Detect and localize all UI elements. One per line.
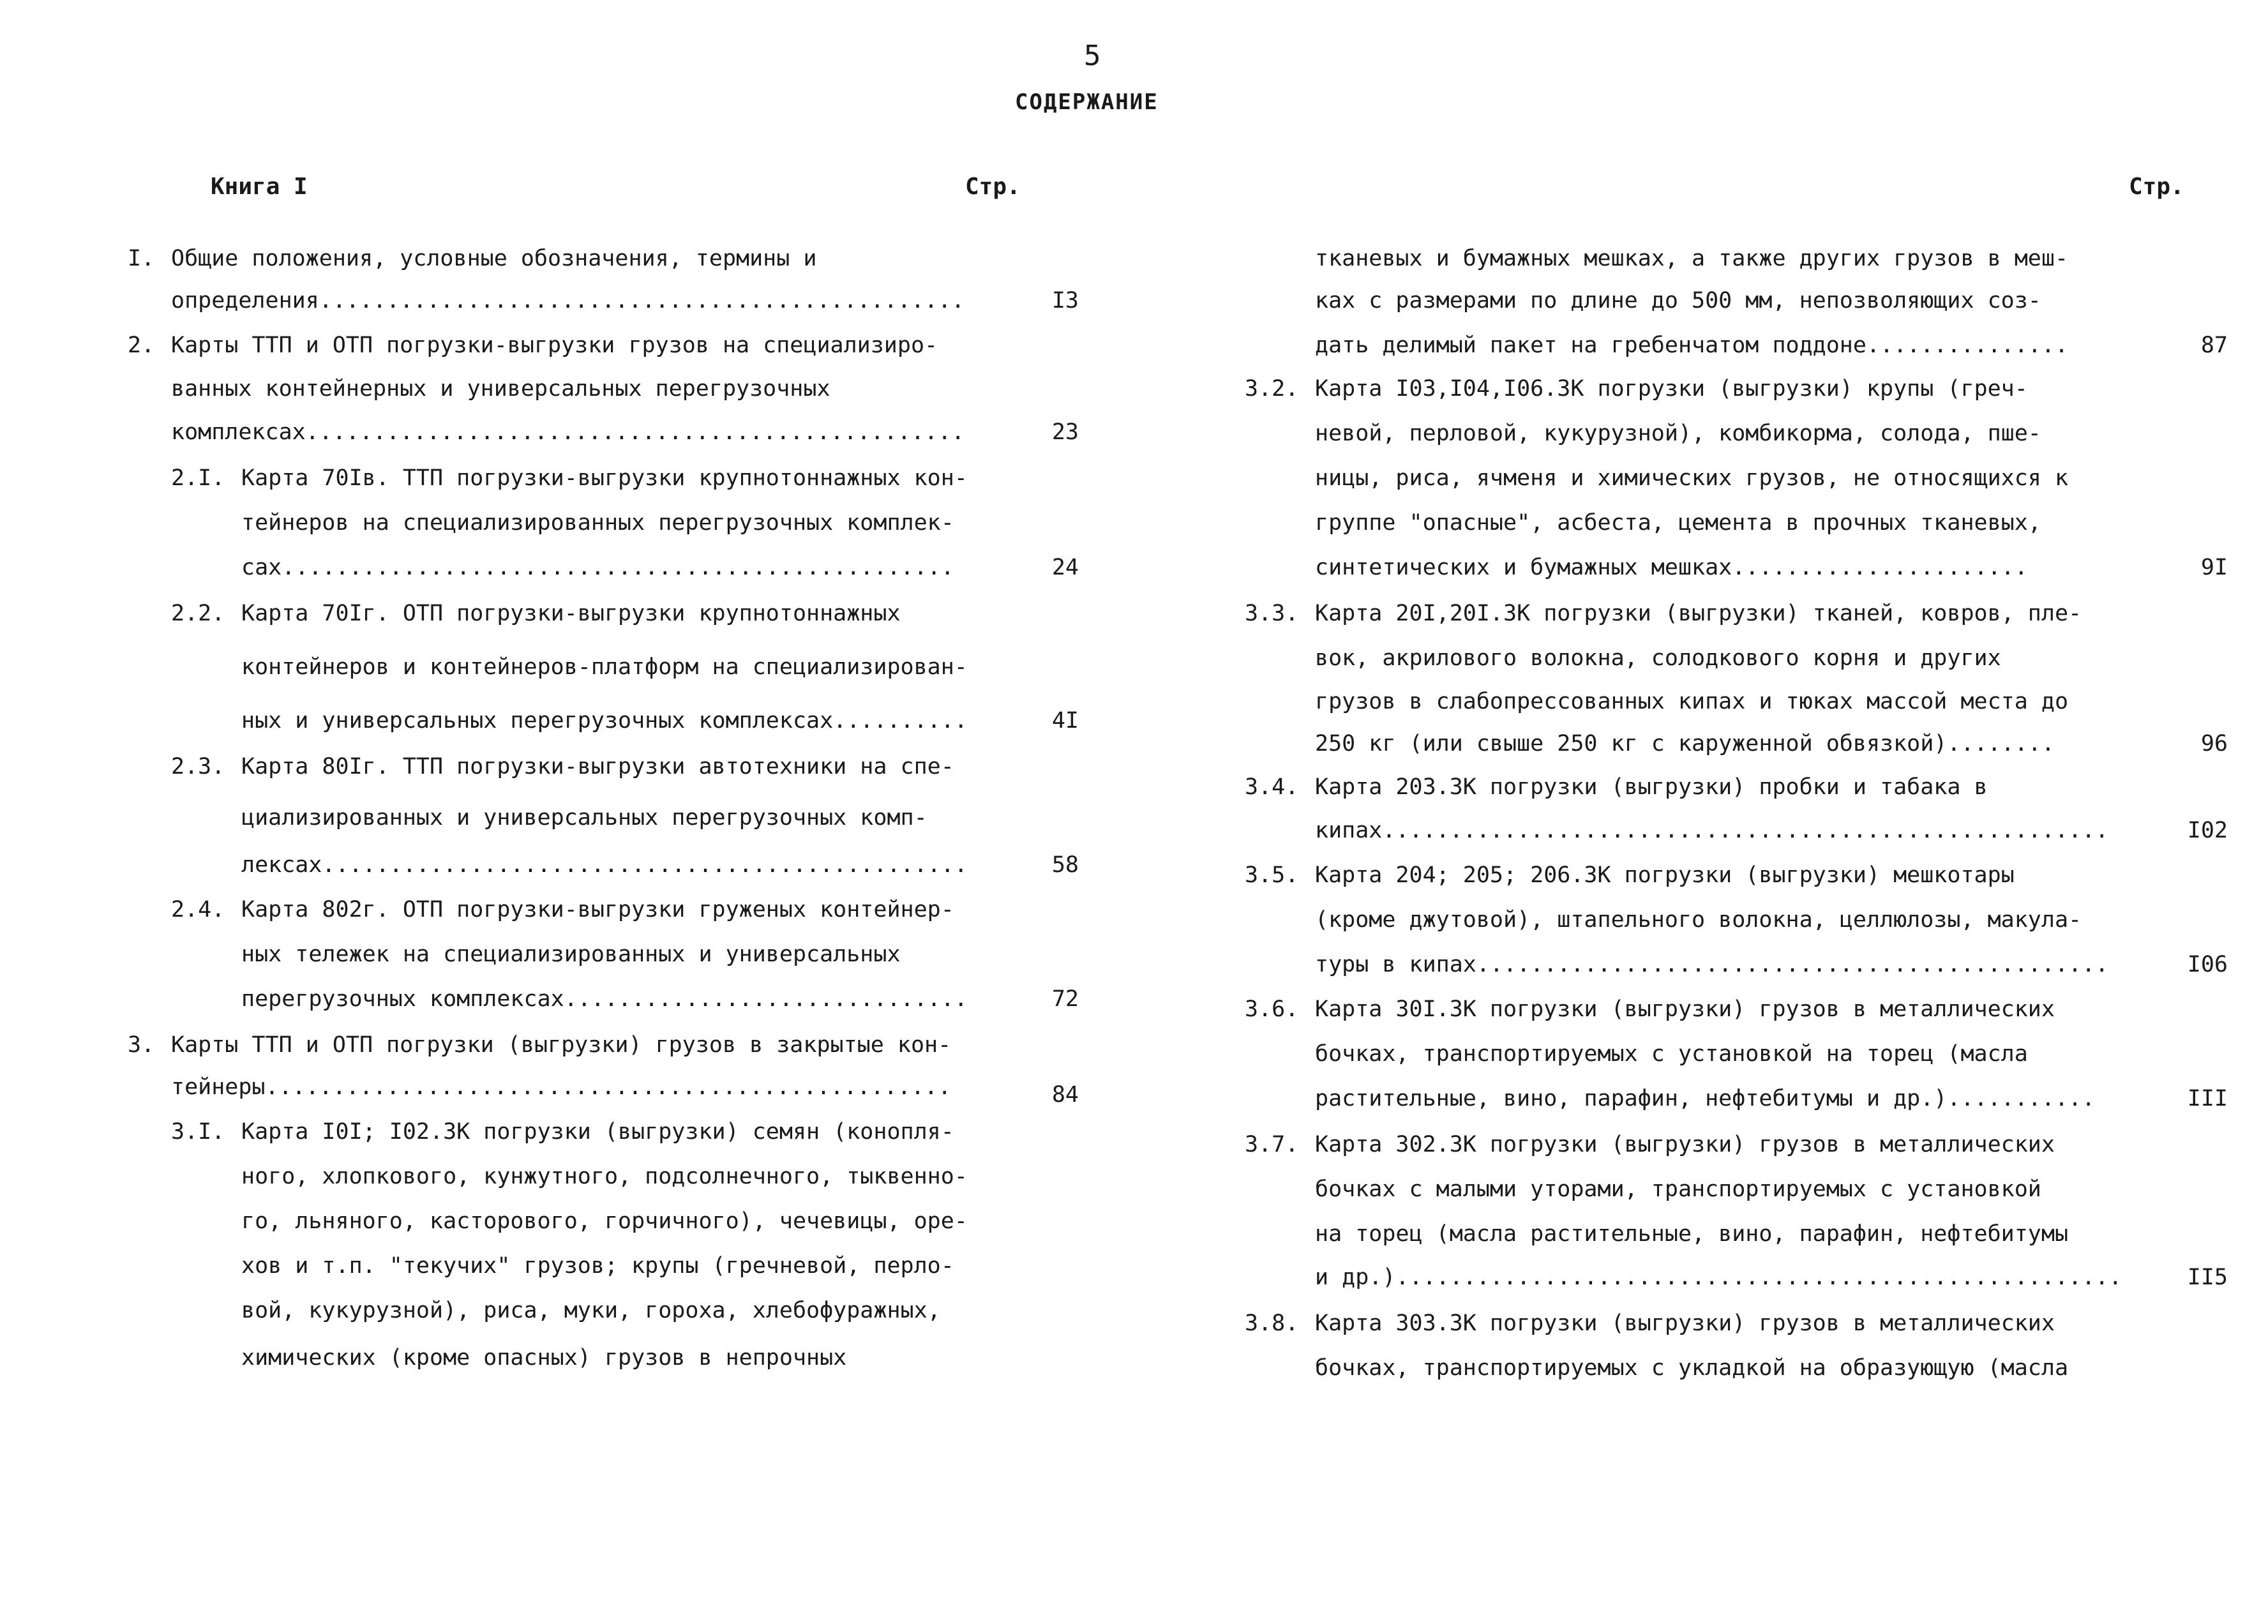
toc-entry-line: (кроме джутовой), штапельного волокна, целлюлозы, макула- bbox=[1315, 907, 2082, 933]
toc-entry-page: 9I bbox=[2200, 555, 2228, 580]
toc-entry-line: тканевых и бумажных мешках, а также других грузов в меш- bbox=[1315, 246, 2069, 271]
toc-entry-page: I06 bbox=[2187, 952, 2228, 977]
toc-entry-page: 84 bbox=[1051, 1082, 1079, 1108]
toc-entry-page: II5 bbox=[2187, 1265, 2228, 1290]
toc-entry-line: химических (кроме опасных) грузов в непрочных bbox=[241, 1345, 847, 1371]
toc-entry-number: 3.8. bbox=[1245, 1311, 1299, 1336]
toc-entry-line: бочках, транспортируемых с укладкой на образующую (масла bbox=[1315, 1355, 2069, 1381]
toc-entry-line: определения................................................ bbox=[171, 288, 965, 313]
toc-entry-line: Карты ТТП и ОТП погрузки-выгрузки грузов на специализиро- bbox=[171, 333, 938, 358]
toc-entry-number: I. bbox=[128, 246, 155, 271]
toc-entry-line: вок, акрилового волокна, солодкового корня и других bbox=[1315, 645, 2001, 671]
toc-entry-number: 2.2. bbox=[171, 601, 225, 626]
toc-entry-line: туры в кипах............................................... bbox=[1315, 952, 2109, 977]
toc-entry-page: I3 bbox=[1051, 288, 1079, 313]
toc-entry-line: хов и т.п. "текучих" грузов; крупы (гречневой, перло- bbox=[241, 1253, 954, 1279]
toc-entry-line: растительные, вино, парафин, нефтебитумы и др.)........... bbox=[1315, 1086, 2096, 1111]
toc-entry-line: Карта 302.ЗК погрузки (выгрузки) грузов в металлических bbox=[1315, 1132, 2055, 1157]
toc-entry-line: невой, перловой, кукурузной), комбикорма, солода, пше- bbox=[1315, 421, 2041, 446]
toc-entry-line: дать делимый пакет на гребенчатом поддоне............... bbox=[1315, 333, 2069, 358]
toc-entry-number: 2. bbox=[128, 333, 155, 358]
toc-entry-line: ницы, риса, ячменя и химических грузов, не относящихся к bbox=[1315, 465, 2069, 491]
toc-entry-line: ванных контейнерных и универсальных перегрузочных bbox=[171, 376, 830, 402]
toc-entry-page: 87 bbox=[2200, 333, 2228, 358]
book-label: Книга I bbox=[211, 174, 308, 200]
toc-entry-line: контейнеров и контейнеров-платформ на специализирован- bbox=[241, 654, 968, 680]
toc-entry-line: Карта 203.ЗК погрузки (выгрузки) пробки и табака в bbox=[1315, 774, 1988, 800]
toc-entry-line: на торец (масла растительные, вино, парафин, нефтебитумы bbox=[1315, 1221, 2069, 1247]
toc-entry-page: 23 bbox=[1051, 419, 1079, 445]
toc-entry-line: ного, хлопкового, кунжутного, подсолнечного, тыквенно- bbox=[241, 1164, 968, 1189]
toc-entry-number: 3.I. bbox=[171, 1119, 225, 1145]
toc-entry-number: 2.3. bbox=[171, 754, 225, 779]
left-page-column-label: Стр. bbox=[965, 174, 1021, 200]
toc-entry-line: Карта 20I,20I.ЗК погрузки (выгрузки) тканей, ковров, пле- bbox=[1315, 601, 2082, 626]
toc-entry-line: кипах...................................................... bbox=[1315, 818, 2109, 843]
toc-entry-line: бочках с малыми уторами, транспортируемых с установкой bbox=[1315, 1177, 2041, 1202]
toc-entry-line: сах.................................................. bbox=[241, 555, 954, 580]
toc-entry-line: ных и универсальных перегрузочных комплексах.......... bbox=[241, 708, 968, 733]
toc-entry-line: Карта 204; 205; 206.ЗК погрузки (выгрузки) мешкотары bbox=[1315, 862, 2015, 888]
toc-entry-page: 4I bbox=[1051, 708, 1079, 733]
toc-entry-page: I02 bbox=[2187, 818, 2228, 843]
toc-entry-line: ных тележек на специализированных и универсальных bbox=[241, 942, 901, 967]
toc-entry-line: Карта 303.ЗК погрузки (выгрузки) грузов в металлических bbox=[1315, 1311, 2055, 1336]
toc-entry-page: 72 bbox=[1051, 986, 1079, 1012]
toc-entry-number: 3.2. bbox=[1245, 376, 1299, 402]
toc-entry-line: перегрузочных комплексах.............................. bbox=[241, 986, 968, 1012]
toc-entry-line: Карта 70Iв. ТТП погрузки-выгрузки крупнотоннажных кон- bbox=[241, 465, 968, 491]
toc-entry-page: 24 bbox=[1051, 555, 1079, 580]
toc-entry-number: 3.6. bbox=[1245, 996, 1299, 1022]
toc-entry-page: 58 bbox=[1051, 852, 1079, 878]
toc-entry-line: тейнеров на специализированных перегрузочных комплек- bbox=[241, 510, 954, 536]
toc-entry-line: Карта 70Iг. ОТП погрузки-выгрузки крупнотоннажных bbox=[241, 601, 901, 626]
toc-entry-line: вой, кукурузной), риса, муки, гороха, хлебофуражных, bbox=[241, 1298, 941, 1323]
toc-entry-line: ках с размерами по длине до 500 мм, непозволяющих соз- bbox=[1315, 288, 2041, 313]
toc-entry-line: бочках, транспортируемых с установкой на торец (масла bbox=[1315, 1041, 2028, 1067]
toc-entry-line: грузов в слабопрессованных кипах и тюках массой места до bbox=[1315, 689, 2069, 714]
toc-entry-line: комплексах................................................. bbox=[171, 419, 965, 445]
toc-entry-number: 3.3. bbox=[1245, 601, 1299, 626]
toc-entry-line: Карты ТТП и ОТП погрузки (выгрузки) грузов в закрытые кон- bbox=[171, 1032, 952, 1058]
toc-entry-line: Карта 80Iг. ТТП погрузки-выгрузки автотехники на спе- bbox=[241, 754, 954, 779]
toc-entry-number: 3. bbox=[128, 1032, 155, 1058]
page-number: 5 bbox=[1084, 40, 1101, 72]
toc-entry-number: 3.5. bbox=[1245, 862, 1299, 888]
toc-entry-page: III bbox=[2187, 1086, 2228, 1111]
toc-entry-number: 3.4. bbox=[1245, 774, 1299, 800]
toc-entry-line: циализированных и универсальных перегрузочных комп- bbox=[241, 805, 927, 831]
page-title: СОДЕРЖАНИЕ bbox=[1015, 89, 1159, 115]
toc-entry-page: 96 bbox=[2200, 731, 2228, 756]
right-page-column-label: Стр. bbox=[2129, 174, 2184, 200]
toc-entry-number: 3.7. bbox=[1245, 1132, 1299, 1157]
toc-entry-line: лексах................................................ bbox=[241, 852, 968, 878]
toc-entry-line: тейнеры................................................... bbox=[171, 1074, 952, 1100]
toc-entry-line: го, льняного, касторового, горчичного), чечевицы, оре- bbox=[241, 1208, 968, 1234]
toc-entry-line: группе "опасные", асбеста, цемента в прочных тканевых, bbox=[1315, 510, 2041, 536]
toc-entry-line: Карта I0I; I02.ЗК погрузки (выгрузки) семян (конопля- bbox=[241, 1119, 954, 1145]
toc-entry-number: 2.4. bbox=[171, 897, 225, 922]
toc-entry-line: и др.)...................................................... bbox=[1315, 1265, 2122, 1290]
toc-entry-line: Карта 802г. ОТП погрузки-выгрузки груженых контейнер- bbox=[241, 897, 954, 922]
toc-entry-line: Карта 30I.ЗК погрузки (выгрузки) грузов в металлических bbox=[1315, 996, 2055, 1022]
toc-entry-line: Общие положения, условные обозначения, термины и bbox=[171, 246, 817, 271]
toc-entry-line: 250 кг (или свыше 250 кг с каруженной обвязкой)........ bbox=[1315, 731, 2055, 756]
toc-entry-line: Карта I03,I04,I06.ЗК погрузки (выгрузки) крупы (греч- bbox=[1315, 376, 2028, 402]
toc-entry-number: 2.I. bbox=[171, 465, 225, 491]
toc-entry-line: синтетических и бумажных мешках...................... bbox=[1315, 555, 2028, 580]
